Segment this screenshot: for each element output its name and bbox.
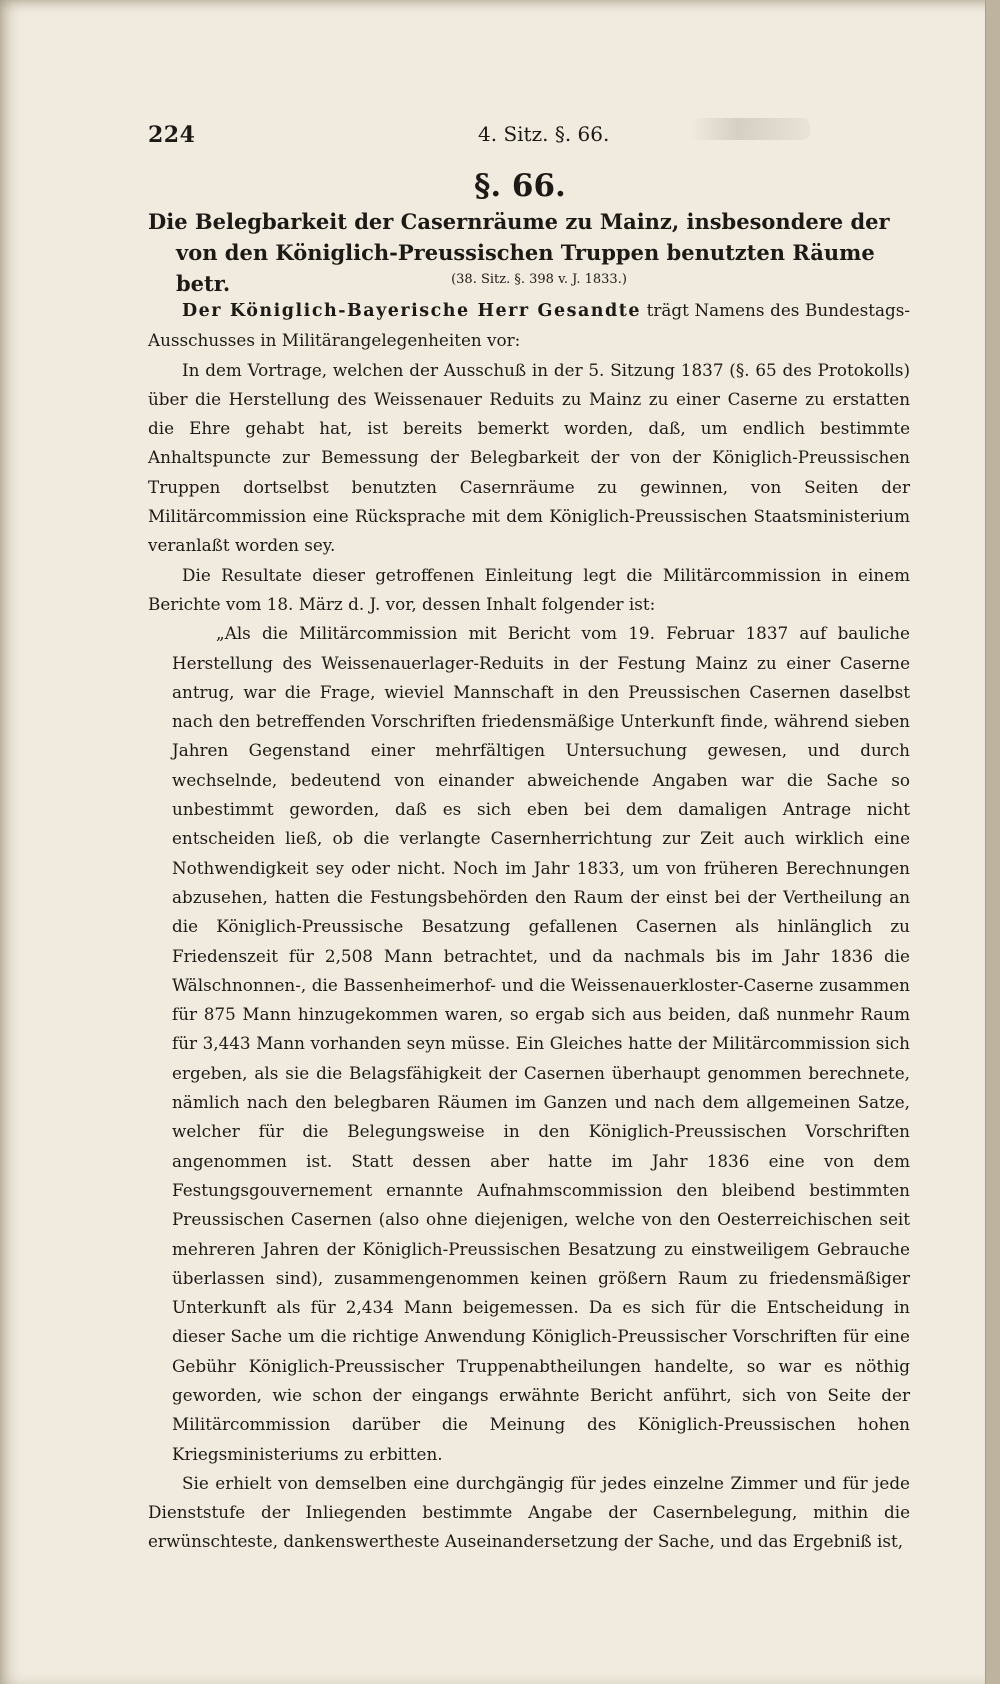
speaker-name: Der Königlich-Bayerische Herr Gesandte xyxy=(182,301,641,321)
intro-paragraph xyxy=(148,296,910,356)
paragraph: Die Resultate dieser getroffenen Einleitung legt die Militärcommission in einem Berichte vom 18. März d. J. vor, dessen Inhalt folgender ist: xyxy=(148,564,910,614)
quoted-report-paragraph: „Als die Militärcommission mit Bericht vom 19. Februar 1837 auf bauliche Herstellung des Weissenauerlager-Reduits in der Festung Mainz zu einer Caserne antrug, war die Frage, wieviel Mannschaft in den Preussischen Casernen daselbst nach den betreffenden Vorschriften friedensmäßige Unterkunft finde, während sieben Jahren Gegenstand einer mehrfältigen Untersuchung gewesen, und durch wechselnde, bedeutend von einander abweichende Angaben war die Sache so unbestimmt geworden, daß es sich eben bei dem damaligen Antrage nicht entscheiden ließ, ob die verlangte Casernherrichtung zur Zeit auch wirklich eine Nothwendigkeit sey oder nicht. Noch im Jahr 1833, um von früheren Berechnungen abzusehen, hatten die Festungsbehörden den Raum der einst bei der Vertheilung an die Königlich-Preussische Besatzung gefallenen Casernen als hinlänglich zu Friedenszeit für 2,508 Mann betrachtet, und da nachmals bis im Jahr 1836 die Wälschnonnen-, die Bassenheimerhof- und die Weissenauerkloster-Caserne zusammen für 875 Mann hinzugekommen waren, so ergab sich aus beiden, daß nunmehr Raum für 3,443 Mann vorhanden seyn müsse. Ein Gleiches hatte der Militärcommission sich ergeben, als sie die Belagsfähigkeit der Casernen überhaupt genommen berechnete, nämlich nach den belegbaren Räumen im Ganzen und nach dem allgemeinen Satze, welcher für die Belegungsweise in den Königlich-Preussischen Vorschriften angenommen ist. Statt dessen aber hatte im Jahr 1836 eine von dem Festungsgouvernement ernannte Aufnahmscommission den bleibend bestimmten Preussischen Casernen (also ohne diejenigen, welche von den Oesterreichischen seit mehreren Jahren der Königlich-Preussischen Besatzung zu einstweiligem Gebrauche überlassen sind), zusammengenommen keinen größern Raum zu friedensmäßiger Unterkunft als für 2,434 Mann beigemessen. Da es sich für die Entscheidung in dieser Sache um die richtige Anwendung Königlich-Preussischer Vorschriften für eine Gebühr Königlich-Preussischer Truppenabtheilungen handelte, so war es nöthig geworden, wie schon der eingangs erwähnte Bericht anführt, sich von Seite der Militärcommission darüber die Meinung des Königlich-Preussischen hohen Kriegsministeriums zu erbitten. xyxy=(172,623,910,1464)
quoted-report-paragraph: Sie erhielt von demselben eine durchgängig für jedes einzelne Zimmer und für jede Dienststufe der Inliegenden bestimmte Angabe der Casernbelegung, mithin die erwünschteste, dankenswertheste Auseinandersetzung der Sache, und das Ergebniß ist, xyxy=(148,1472,910,1552)
section-heading-text: Die Belegbarkeit der Casernräume zu Mainz, insbesondere der von den Königlich-Preussischen Truppen benutzten Räume betr. xyxy=(148,209,890,296)
page-number: 224 xyxy=(148,122,196,148)
paragraph: In dem Vortrage, welchen der Ausschuß in der 5. Sitzung 1837 (§. 65 des Protokolls) über die Herstellung des Weissenauer Reduits zu Mainz zu einer Caserne zu erstatten die Ehre gehabt hat, ist bereits bemerkt worden, daß, um endlich bestimmte Anhaltspuncte zur Bemessung der Belegbarkeit der von der Königlich-Preussischen Truppen dortselbst benutzten Casernräume zu gewinnen, von Seiten der Militärcommission eine Rücksprache mit dem Königlich-Preussischen Staatsministerium veranlaßt worden sey. xyxy=(148,359,910,556)
section-citation: (38. Sitz. §. 398 v. J. 1833.) xyxy=(451,272,627,287)
section-number: §. 66. xyxy=(474,168,566,204)
ink-smudge xyxy=(690,118,810,140)
running-head: 4. Sitz. §. 66. xyxy=(478,122,610,146)
intro-rest: trägt Namens des Bundestags-Ausschusses in Militärangelegenheiten vor: xyxy=(148,300,910,351)
body-text xyxy=(148,296,910,1557)
